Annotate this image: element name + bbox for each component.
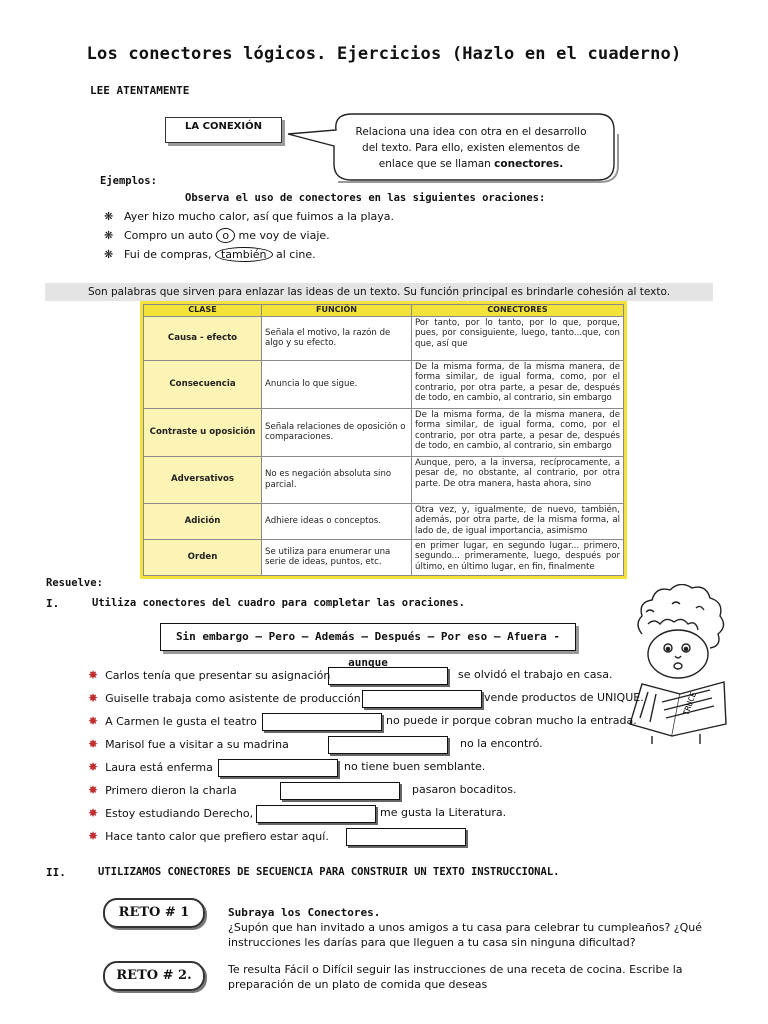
sentence-5-end: no tiene buen semblante. (344, 760, 486, 773)
section-1-instruction: Utiliza conectores del cuadro para completar las oraciones. (92, 597, 465, 609)
definition-band: Son palabras que sirven para enlazar las ideas de un texto. Su función principal es brindarle cohesión al texto. (45, 283, 713, 301)
flower-bullet-icon: ✸ (88, 783, 99, 797)
table-row: Contraste u oposición Señala relaciones de oposición o comparaciones. De la misma forma, de la misma manera, de forma similar, de igual forma, como, por el contrario, por otra parte, a pesar de, después de todo, en cambio, al contrario, sin embargo (144, 408, 624, 456)
circled-connector: o (216, 228, 235, 243)
blank-field-6[interactable] (280, 782, 400, 800)
sentence-6-end: pasaron bocaditos. (412, 783, 517, 796)
example-1: ❋ Ayer hizo mucho calor, así que fuimos a la playa. (104, 210, 395, 223)
word-bank: Sin embargo – Pero – Además – Después – Por eso – Afuera - aunque (160, 623, 576, 651)
blank-field-5[interactable] (218, 759, 338, 777)
section-1-number: I. (46, 597, 60, 610)
flower-bullet-icon: ✸ (88, 668, 99, 682)
flower-bullet-icon: ✸ (88, 760, 99, 774)
header-clase: CLASE (144, 305, 262, 317)
sentence-6: ✸ Primero dieron la charla (88, 783, 237, 797)
flower-bullet-icon: ✸ (88, 714, 99, 728)
sentence-8: ✸ Hace tanto calor que prefiero estar aquí. (88, 829, 329, 843)
sentence-4: ✸ Marisol fue a visitar a su madrina (88, 737, 289, 751)
sentence-7-end: me gusta la Literatura. (380, 806, 507, 819)
reto-2-text: Te resulta Fácil o Difícil seguir las instrucciones de una receta de cocina. Escribe la preparación de un plato de comida que deseas (228, 963, 683, 991)
blank-field-4[interactable] (328, 736, 448, 754)
flower-bullet-icon: ✸ (88, 691, 99, 705)
reto-2-badge: RETO # 2. (103, 961, 205, 991)
sentence-7: ✸ Estoy estudiando Derecho, (88, 806, 254, 820)
blank-field-8[interactable] (346, 828, 466, 846)
blank-field-7[interactable] (256, 805, 376, 823)
flower-bullet-icon: ✸ (88, 737, 99, 751)
sentence-5: ✸ Laura está enferma (88, 760, 213, 774)
star-bullet-icon: ❋ (104, 229, 114, 242)
sentence-3-end: no puede ir porque cobran mucho la entrada. (386, 714, 637, 727)
sentence-3: ✸ A Carmen le gusta el teatro (88, 714, 257, 728)
example-3: ❋ Fui de compras, también al cine. (104, 248, 316, 261)
book-title: TRUCE (681, 690, 699, 717)
sentence-1: ✸ Carlos tenía que presentar su asignación (88, 668, 331, 682)
table-row: Adición Adhiere ideas o conceptos. Otra vez, y, igualmente, de nuevo, también, además, por otra parte, de la misma forma, al lado de, de igual importancia, asimismo (144, 503, 624, 539)
star-bullet-icon: ❋ (104, 210, 114, 223)
examples-label: Ejemplos: (100, 175, 157, 187)
flower-bullet-icon: ✸ (88, 806, 99, 820)
flower-bullet-icon: ✸ (88, 829, 99, 843)
star-bullet-icon: ❋ (104, 248, 114, 261)
sentence-2: ✸ Guiselle trabaja como asistente de producción (88, 691, 361, 705)
read-carefully-label: LEE ATENTAMENTE (90, 84, 190, 97)
section-2-instruction: UTILIZAMOS CONECTORES DE SECUENCIA PARA CONSTRUIR UN TEXTO INSTRUCCIONAL. (98, 866, 560, 878)
observe-instruction: Observa el uso de conectores en las siguientes oraciones: (185, 192, 546, 204)
table-row: Consecuencia Anuncia lo que sigue. De la misma forma, de la misma manera, de forma similar, de igual forma, como, por el contrario, por otra parte, a pesar de, después de todo, en cambio, al contrario, sin embargo (144, 360, 624, 408)
sentence-4-end: no la encontró. (460, 737, 543, 750)
header-funcion: FUNCIÓN (262, 305, 412, 317)
blank-field-3[interactable] (262, 713, 382, 731)
section-2-number: II. (46, 866, 66, 879)
table-row: Adversativos No es negación absoluta sino parcial. Aunque, pero, a la inversa, recíprocamente, a pesar de, no obstante, al contrario, por otra parte. De otra manera, hasta ahora, sino (144, 456, 624, 503)
header-conectores: CONECTORES (412, 305, 624, 317)
sentence-1-end: se olvidó el trabajo en casa. (458, 668, 613, 681)
blank-field-1[interactable] (328, 667, 448, 685)
resuelve-label: Resuelve: (46, 577, 103, 589)
table-row: Orden Se utiliza para enumerar una serie de ideas, puntos, etc. en primer lugar, en segundo lugar... primero, segundo... primeramente, luego, después por último, en último lugar, en fin, finalmente (144, 539, 624, 575)
conexion-box: LA CONEXIÓN (165, 117, 282, 143)
table-row: Causa - efecto Señala el motivo, la razón de algo y su efecto. Por tanto, por lo tanto, por lo que, porque, pues, por consiguiente, luego, tanto...que, con que, así que (144, 316, 624, 360)
blank-field-2[interactable] (362, 690, 482, 708)
bubble-text: Relaciona una idea con otra en el desarrollo del texto. Para ello, existen elementos de enlace que se llaman conectores. (355, 126, 587, 170)
sentence-2-end: vende productos de UNIQUE. (484, 691, 644, 704)
circled-connector: también (215, 247, 273, 262)
example-2: ❋ Compro un auto o me voy de viaje. (104, 229, 330, 242)
reto-1-text: Subraya los Conectores. ¿Supón que han invitado a unos amigos a tu casa para celebrar tu cumpleaños? ¿Qué instrucciones les darías para que lleguen a tu casa sin ninguna dificultad? (228, 906, 703, 949)
reto-1-badge: RETO # 1 (103, 898, 205, 928)
connectors-table (143, 304, 624, 576)
page-title: Los conectores lógicos. Ejercicios (Hazlo en el cuaderno) (86, 44, 682, 64)
